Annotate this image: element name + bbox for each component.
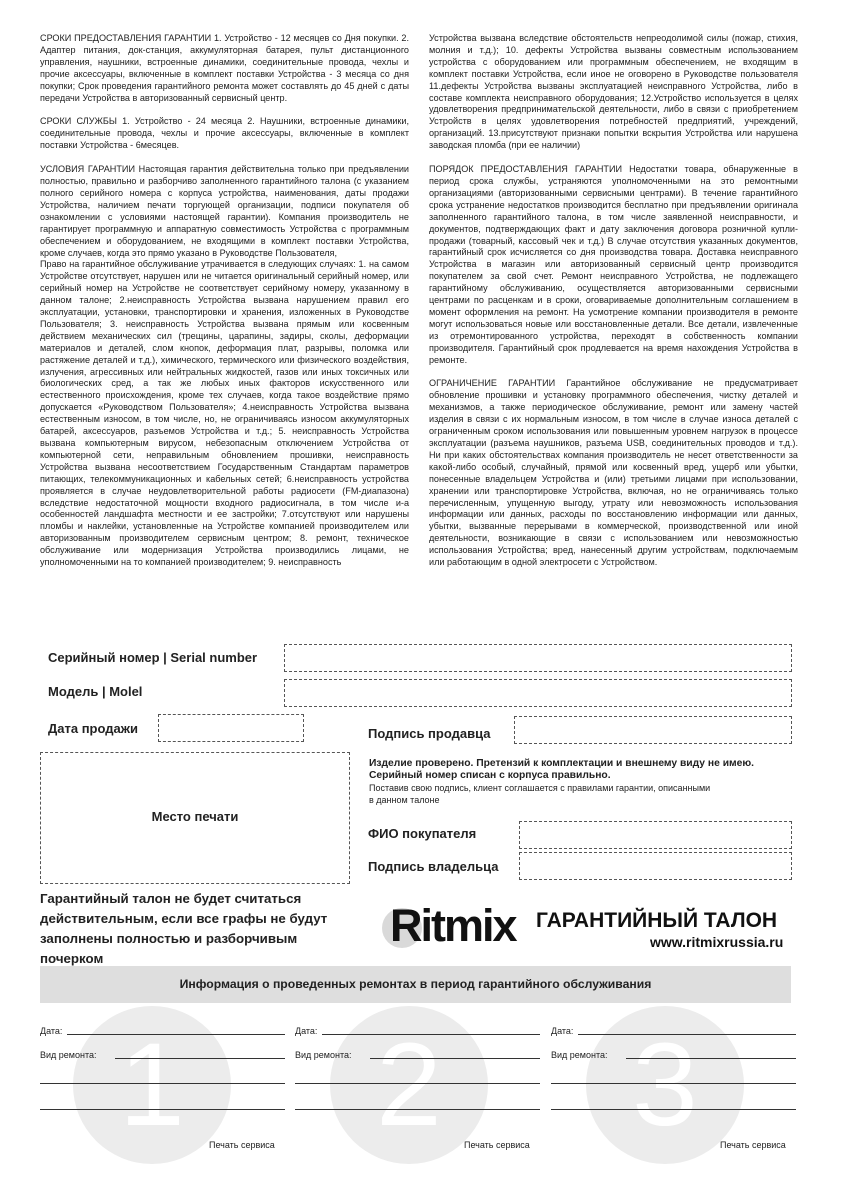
- slot-1-stamp-label: Печать сервиса: [209, 1140, 275, 1150]
- slot-3-type-line[interactable]: [626, 1058, 796, 1059]
- slot-1-line-3[interactable]: [40, 1083, 285, 1084]
- owner-signature-label: Подпись владельца: [368, 859, 499, 874]
- stamp-area[interactable]: [40, 752, 350, 884]
- terms-loss-paragraph: Право на гарантийное обслуживание утрачивается в следующих случаях: 1. на самом Устройстве отсутствует, нарушен или не читается оригинальный серийный номер, или серийный номер на Устройстве не соответствует серийному номеру, указанному в данном талоне; 2.неисправность Устройства вызвана нарушением правил его эксплуатации, установки, транспортировки и хранения, изложенных в Руководстве Пользователя; 3. неисправность Устройства вызвана прямым или косвенным действием механических сил (трещины, царапины, задиры, сколы, деформации материалов и деталей, слом кнопок, деформация плат, разрывы, поломка или растяжение деталей и т.д.), химического, термического или физического воздействия, излучения, агрессивных или нейтральных жидкостей, газов или иных токсичных или биологических сред, а так же любых иных факторов искусственного или естественного происхождения, кроме тех случаев, когда такое воздействие прямо допускается «Руководством Пользователя»; 4.неисправность Устройства вызвана естественным износом, в том числе, но, не ограничиваясь износом аккумуляторных батарей, аксессуаров, разъемов Устройства и т.д.; 5. неисправность Устройства вызвана компьютерным вирусом, небезопасным отключением Устройства от компьютерной сети, неправильным обновлением прошивки, неисправность Устройства вызвана несоответствием Государственным Стандартам параметров питающих, телекоммуникационных и кабельных сетей; 6.неисправность устройства проявляется в случае неудовлетворительной работы радиосети (FM-диапазона) вследствие недостаточной мощности входного радиосигнала, в том числе и-а особенностей ландшафта местности и ее застройки; 7.отсутствуют или нарушены пломбы и наклейки, установленные на Устройстве компанией производителем или авторизованным производителем сервисным центром; 8. ремонт, техническое обслуживание или модернизация Устройства производились лицами, не уполномоченными на то компанией производителем; 9. неисправность: [40, 259, 409, 568]
- checked-note-line2: Серийный номер списан с корпуса правильно.: [369, 770, 611, 781]
- brand-url[interactable]: www.ritmixrussia.ru: [650, 934, 784, 950]
- slot-3-date-line[interactable]: [578, 1034, 796, 1035]
- slot-2-number: 2: [376, 1019, 442, 1151]
- owner-signature-field[interactable]: [519, 852, 792, 880]
- slot-3-stamp-label: Печать сервиса: [720, 1140, 786, 1150]
- slot-2-stamp-label: Печать сервиса: [464, 1140, 530, 1150]
- terms-periods-paragraph: СРОКИ ПРЕДОСТАВЛЕНИЯ ГАРАНТИИ 1. Устройство - 12 месяцев со Дня покупки. 2. Адаптер питания, док-станция, аккумуляторная батарея, пульт дистанционного управления, наушники, встроенные динамики, соединительные провода, чехлы и прочие аксессуары, включенные в комплект поставки Устройства - 3 месяца со дня покупки; Срок проведения гарантийного ремонта может составлять до 45 дней с даты передачи Устройства в авторизованный сервисный центр.: [40, 33, 409, 103]
- sale-date-label: Дата продажи: [48, 721, 138, 736]
- terms-conditions-paragraph: УСЛОВИЯ ГАРАНТИИ Настоящая гарантия действительна только при предъявлении полностью, правильно и разборчиво заполненного гарантийного талона (с указанием полного серийного номера с корпуса устройства, наименования, даты продажи Устройства, наличием печати торгующей организации, подписи покупателя об ознакомлении с условиями настоящей гарантии). Компания производитель не гарантирует программную и аппаратную совместимость Устройства с программным обеспечением и оборудованием, не входящими в комплект поставки Устройства, кроме случаев, когда это прямо указано в Руководстве Пользователя,: [40, 164, 409, 258]
- slot-2-line-3[interactable]: [295, 1083, 540, 1084]
- slot-1-date-line[interactable]: [67, 1034, 285, 1035]
- slot-1-watermark: [73, 1006, 231, 1164]
- slot-3-date-label: Дата:: [551, 1026, 574, 1036]
- stamp-area-label: Место печати: [151, 809, 239, 824]
- sale-date-field[interactable]: [158, 714, 304, 742]
- serial-number-label: Серийный номер | Serial number: [48, 650, 258, 665]
- buyer-name-field[interactable]: [519, 821, 792, 849]
- buyer-name-label: ФИО покупателя: [368, 826, 477, 841]
- slot-1-type-line[interactable]: [115, 1058, 285, 1059]
- ritmix-logo: [382, 898, 528, 956]
- repairs-banner-text: Информация о проведенных ремонтах в период гарантийного обслуживания: [179, 977, 652, 991]
- terms-limitation-paragraph: ОГРАНИЧЕНИЕ ГАРАНТИИ Гарантийное обслуживание не предусматривает обновление прошивки и установку программного обеспечения, чистку деталей и механизмов, а также периодическое обслуживание, ремонт или замену частей изделия в связи с их нормальным износом, в том числе в случае износа деталей с ограниченным сроком использования или повышенным уровнем нагрузок в процессе эксплуатации (разъема наушников, разъема USB, соединительных проводов и т.д.). Ни при каких обстоятельствах компания производитель не несет ответственности за какой-либо особый, случайный, прямой или косвенный вред, ущерб или убытки, понесенные владельцем Устройства и (или) третьими лицами при использовании, хранении или транспортировке Устройства, включая, но не ограничиваясь только перечисленным, упущенную выгоду, утрату или невозможность использования информации или данных, расходы по восстановлению информации или данных, убытки, вызванные перерывами в коммерческой, производственной или иной деятельности, возникающие в связи с использованием или невозможностью использования Устройства; вред, нанесенный другим устройствам, подключаемым или работающим в одной электросети с Устройством.: [429, 378, 798, 568]
- seller-signature-label: Подпись продавца: [368, 726, 491, 741]
- serial-number-field[interactable]: [284, 644, 792, 672]
- slot-1-number: 1: [119, 1019, 185, 1151]
- warning-line4: почерком: [40, 951, 104, 966]
- repairs-banner: [40, 966, 791, 1003]
- slot-2-date-line[interactable]: [322, 1034, 540, 1035]
- terms-left-column: [40, 33, 409, 569]
- seller-signature-field[interactable]: [514, 716, 792, 744]
- terms-procedure-paragraph: ПОРЯДОК ПРЕДОСТАВЛЕНИЯ ГАРАНТИИ Недостатки товара, обнаруженные в период срока службы, устраняются уполномоченными на это ремонтными организациями (авторизованными сервисными центрами). В течение гарантийного срока устранение недостатков производится бесплатно при предъявлении оригинала заполненного гарантийного талона, в том числе заявленной неисправности, и документов, подтверждающих факт и дату заключения договора розничной купли-продажи (товарный, кассовый чек и т.д.) В случае отсутствия указанных документов, гарантийный срок исчисляется со дня производства товара. Доставка неисправного Устройства в магазин или авторизованный сервисный центр производится покупателем за свой счет. Ремонт неисправного Устройства, не подлежащего гарантийному обслуживанию, осуществляется авторизованными сервисными центрами по расценкам и в сроки, оговариваемые дополнительным соглашением в момент оформления на ремонт. На усмотрение компании производителя в ремонте могут использоваться новые или восстановленные детали. Все детали, извлеченные из отремонтированного устройства, переходят в собственность компании производителя. Гарантийный срок продлевается на время нахождения Устройства в ремонте.: [429, 164, 798, 365]
- agree-note-line2: в данном талоне: [369, 795, 440, 805]
- logo-text: Ritmix: [390, 900, 516, 951]
- slot-3-line-4[interactable]: [551, 1109, 796, 1110]
- agree-note-line1: Поставив свою подпись, клиент соглашается с правилами гарантии, описанными: [369, 783, 711, 793]
- checked-note-line1: Изделие проверено. Претензий к комплектации и внешнему виду не имею.: [369, 758, 755, 769]
- slot-2-line-4[interactable]: [295, 1109, 540, 1110]
- model-field[interactable]: [284, 679, 792, 707]
- warning-line3: заполнены полностью и разборчивым: [40, 931, 298, 946]
- slot-2-date-label: Дата:: [295, 1026, 318, 1036]
- slot-3-number: 3: [632, 1019, 698, 1151]
- slot-1-date-label: Дата:: [40, 1026, 63, 1036]
- model-label: Модель | Molel: [48, 684, 143, 699]
- terms-service-life-paragraph: СРОКИ СЛУЖБЫ 1. Устройство - 24 месяца 2. Наушники, встроенные динамики, соединительные провода, чехлы и прочие аксессуары, включенные в комплект поставки Устройства - 6месяцев.: [40, 116, 409, 151]
- slot-1-type-label: Вид ремонта:: [40, 1050, 97, 1060]
- slot-1-line-4[interactable]: [40, 1109, 285, 1110]
- slot-3-type-label: Вид ремонта:: [551, 1050, 608, 1060]
- warning-line1: Гарантийный талон не будет считаться: [40, 891, 302, 906]
- terms-right-column: [429, 33, 798, 581]
- slot-2-type-label: Вид ремонта:: [295, 1050, 352, 1060]
- slot-3-line-3[interactable]: [551, 1083, 796, 1084]
- brand-title: ГАРАНТИЙНЫЙ ТАЛОН: [536, 909, 778, 932]
- terms-loss-continued-paragraph: Устройства вызвана вследствие обстоятельств непреодолимой силы (пожар, стихия, молния и т.д.); 10. дефекты Устройства вызваны совместным использованием устройства с оборудованием или программным обеспечением, не входящим в комплект поставки Устройства, если иное не оговорено в Руководстве пользователя 11.дефекты Устройства вызваны эксплуатацией неисправного Устройства, либо в составе комплекта неисправного оборудования; 12.Устройство используется в целях удовлетворения предпринимательской деятельности, либо в связи с приобретением Устройств в целях удовлетворения потребностей предприятий, учреждений, организаций. 13.присутствуют признаки попытки вскрытия Устройства или нарушена заводская пломба (при ее наличии): [429, 33, 798, 151]
- warning-line2: действительным, если все графы не будут: [40, 911, 328, 926]
- slot-2-type-line[interactable]: [370, 1058, 540, 1059]
